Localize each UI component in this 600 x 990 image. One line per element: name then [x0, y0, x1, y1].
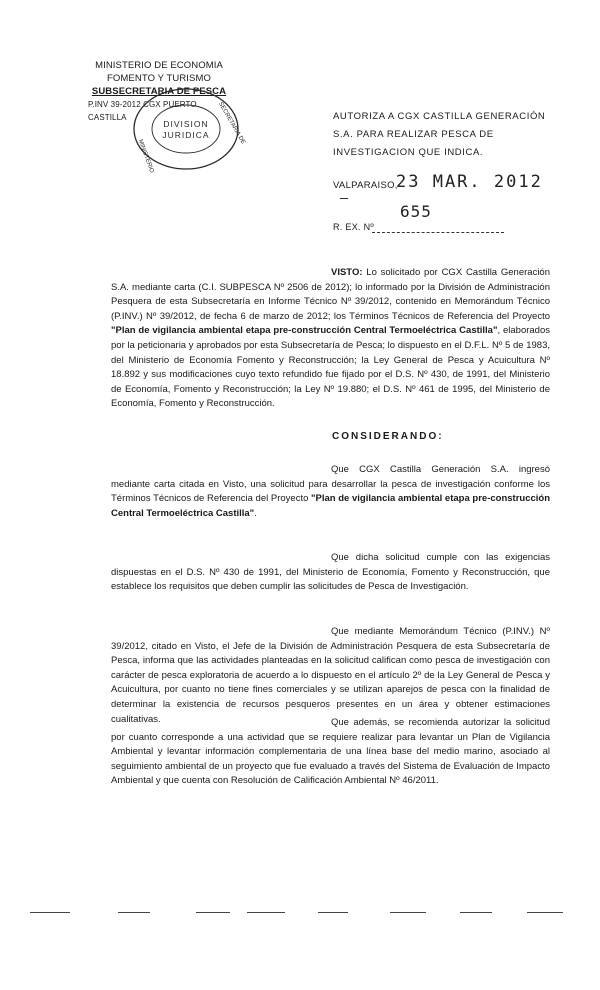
considerando-paragraph-3 [111, 625, 550, 727]
stamp-ring-right: SECRETARIA DE [217, 101, 246, 146]
p1-project-name: "Plan de vigilancia ambiental etapa pre-construcción Central Termoeléctrica Castilla" [111, 493, 551, 519]
city: VALPARAISO, [333, 180, 398, 191]
visto-label: VISTO: [331, 267, 363, 278]
bottom-marks [0, 912, 600, 916]
bottom-mark [390, 912, 426, 913]
resolution-label-text: R. EX. Nº [333, 222, 374, 232]
stamp-text-juridica: JURIDICA [162, 130, 210, 140]
p1-text-2: . [254, 507, 257, 519]
dash-mark [340, 198, 348, 199]
p2-text: Que dicha solicitud cumple con las exigencias dispuestas en el D.S. Nº 430 de 1991, del Ministerio de Economía, Fomento y Reconstrucción, que establece los requisitos que deben cumplir las solicitudes de Pesca de Investigación. [111, 552, 550, 593]
considerando-paragraph-4 [111, 716, 550, 789]
letterhead-ministry: MINISTERIO DE ECONOMIA [95, 60, 223, 71]
bottom-mark [118, 912, 150, 913]
bottom-mark [30, 912, 70, 913]
visto-text-1: Lo solicitado por CGX Castilla Generación S.A. mediante carta (C.I. SUBPESCA Nº 2506 de 2012); lo informado por la División de Administración Pesquera de esta Subsecretaría en Informe Técnico Nº 39/2012, contenido en Memorándum Técnico (P.INV.) Nº 39/2012, de fecha 6 de marzo de 2012; los Términos Técnicos de Referencia del Proyecto [111, 267, 550, 322]
bottom-mark [527, 912, 563, 913]
subject-line: AUTORIZA A CGX CASTILLA GENERACIÓN S.A. PARA REALIZAR PESCA DE INVESTIGACION QUE INDICA. [333, 111, 546, 158]
considerando-paragraph-1 [111, 463, 550, 521]
bottom-mark [318, 912, 348, 913]
stamp-ring-left: MINISTERIO [136, 138, 155, 174]
bottom-mark [247, 912, 285, 913]
date-line [333, 172, 593, 194]
resolution-number: 655 [400, 202, 432, 221]
p4-text: Que además, se recomienda autorizar la solicitud por cuanto corresponde a una actividad que se requiere realizar para levantar un Plan de Vigilancia Ambiental y levantar información complementaria de una línea base del medio marino, asociado al seguimiento ambiental de un proyecto que fue evaluado a través del Sistema de Evaluación de Impacto Ambiental y que cuenta con Resolución de Calificación Ambiental Nº 46/2011. [111, 717, 550, 787]
division-juridica-stamp [130, 84, 246, 174]
visto-paragraph [111, 266, 550, 412]
resolution-number-line [372, 232, 504, 233]
letterhead-subsecretaria: SUBSECRETARIA DE PESCA [91, 86, 227, 97]
letterhead-department: FOMENTO Y TURISMO [107, 73, 211, 84]
considerando-heading: CONSIDERANDO: [332, 431, 444, 442]
date-stamp: 23 MAR. 2012 [396, 172, 543, 192]
visto-text-2: , elaborados por la peticionaria y aprobados por esta Subsecretaría de Pesca; lo dispuesto en el D.F.L. Nº 5 de 1983, del Ministerio de Economía Fomento y Reconstrucción; la Ley General de Pesca y Acuicultura Nº 18.892 y sus modificaciones cuyo texto refundido fue fijado por el D.S. Nº 430, de 1991, del Ministerio de Economía, Fomento y Reconstrucción; la Ley Nº 19.880; el D.S. Nº 461 de 1995, del Ministerio de Economía, Fomento y Reconstrucción. [111, 325, 550, 410]
considerando-paragraph-2 [111, 551, 550, 595]
p3-text: Que mediante Memorándum Técnico (P.INV.) Nº 39/2012, citado en Visto, el Jefe de la División de Administración Pesquera de esta Subsecretaría de Pesca, informa que las actividades planteadas en la solicitud califican como pesca de investigación con carácter de pesca exploratoria de acuerdo a lo dispuesto en el artículo 2º de la Ley General de Pesca y Acuicultura, por cuanto no tiene fines comerciales y se utilizan aparejos de pesca con la finalidad de determinar la existencia de recursos pesqueros presentes en un área y obtener estimaciones cualitativas. [111, 626, 550, 725]
p1-text-1: Que CGX Castilla Generación S.A. ingresó mediante carta citada en Visto, una solicitud para desarrollar la pesca de investigación conforme los Términos Técnicos de Referencia del Proyecto [111, 464, 550, 505]
project-name: "Plan de vigilancia ambiental etapa pre-construcción Central Termoeléctrica Castilla" [111, 325, 498, 337]
letterhead-reference: P.INV 39-2012 CGX PUERTO CASTILLA [88, 100, 197, 122]
bottom-mark [460, 912, 492, 913]
bottom-mark [196, 912, 230, 913]
resolution-label [333, 222, 374, 232]
stamp-text-division: DIVISION [163, 119, 209, 129]
